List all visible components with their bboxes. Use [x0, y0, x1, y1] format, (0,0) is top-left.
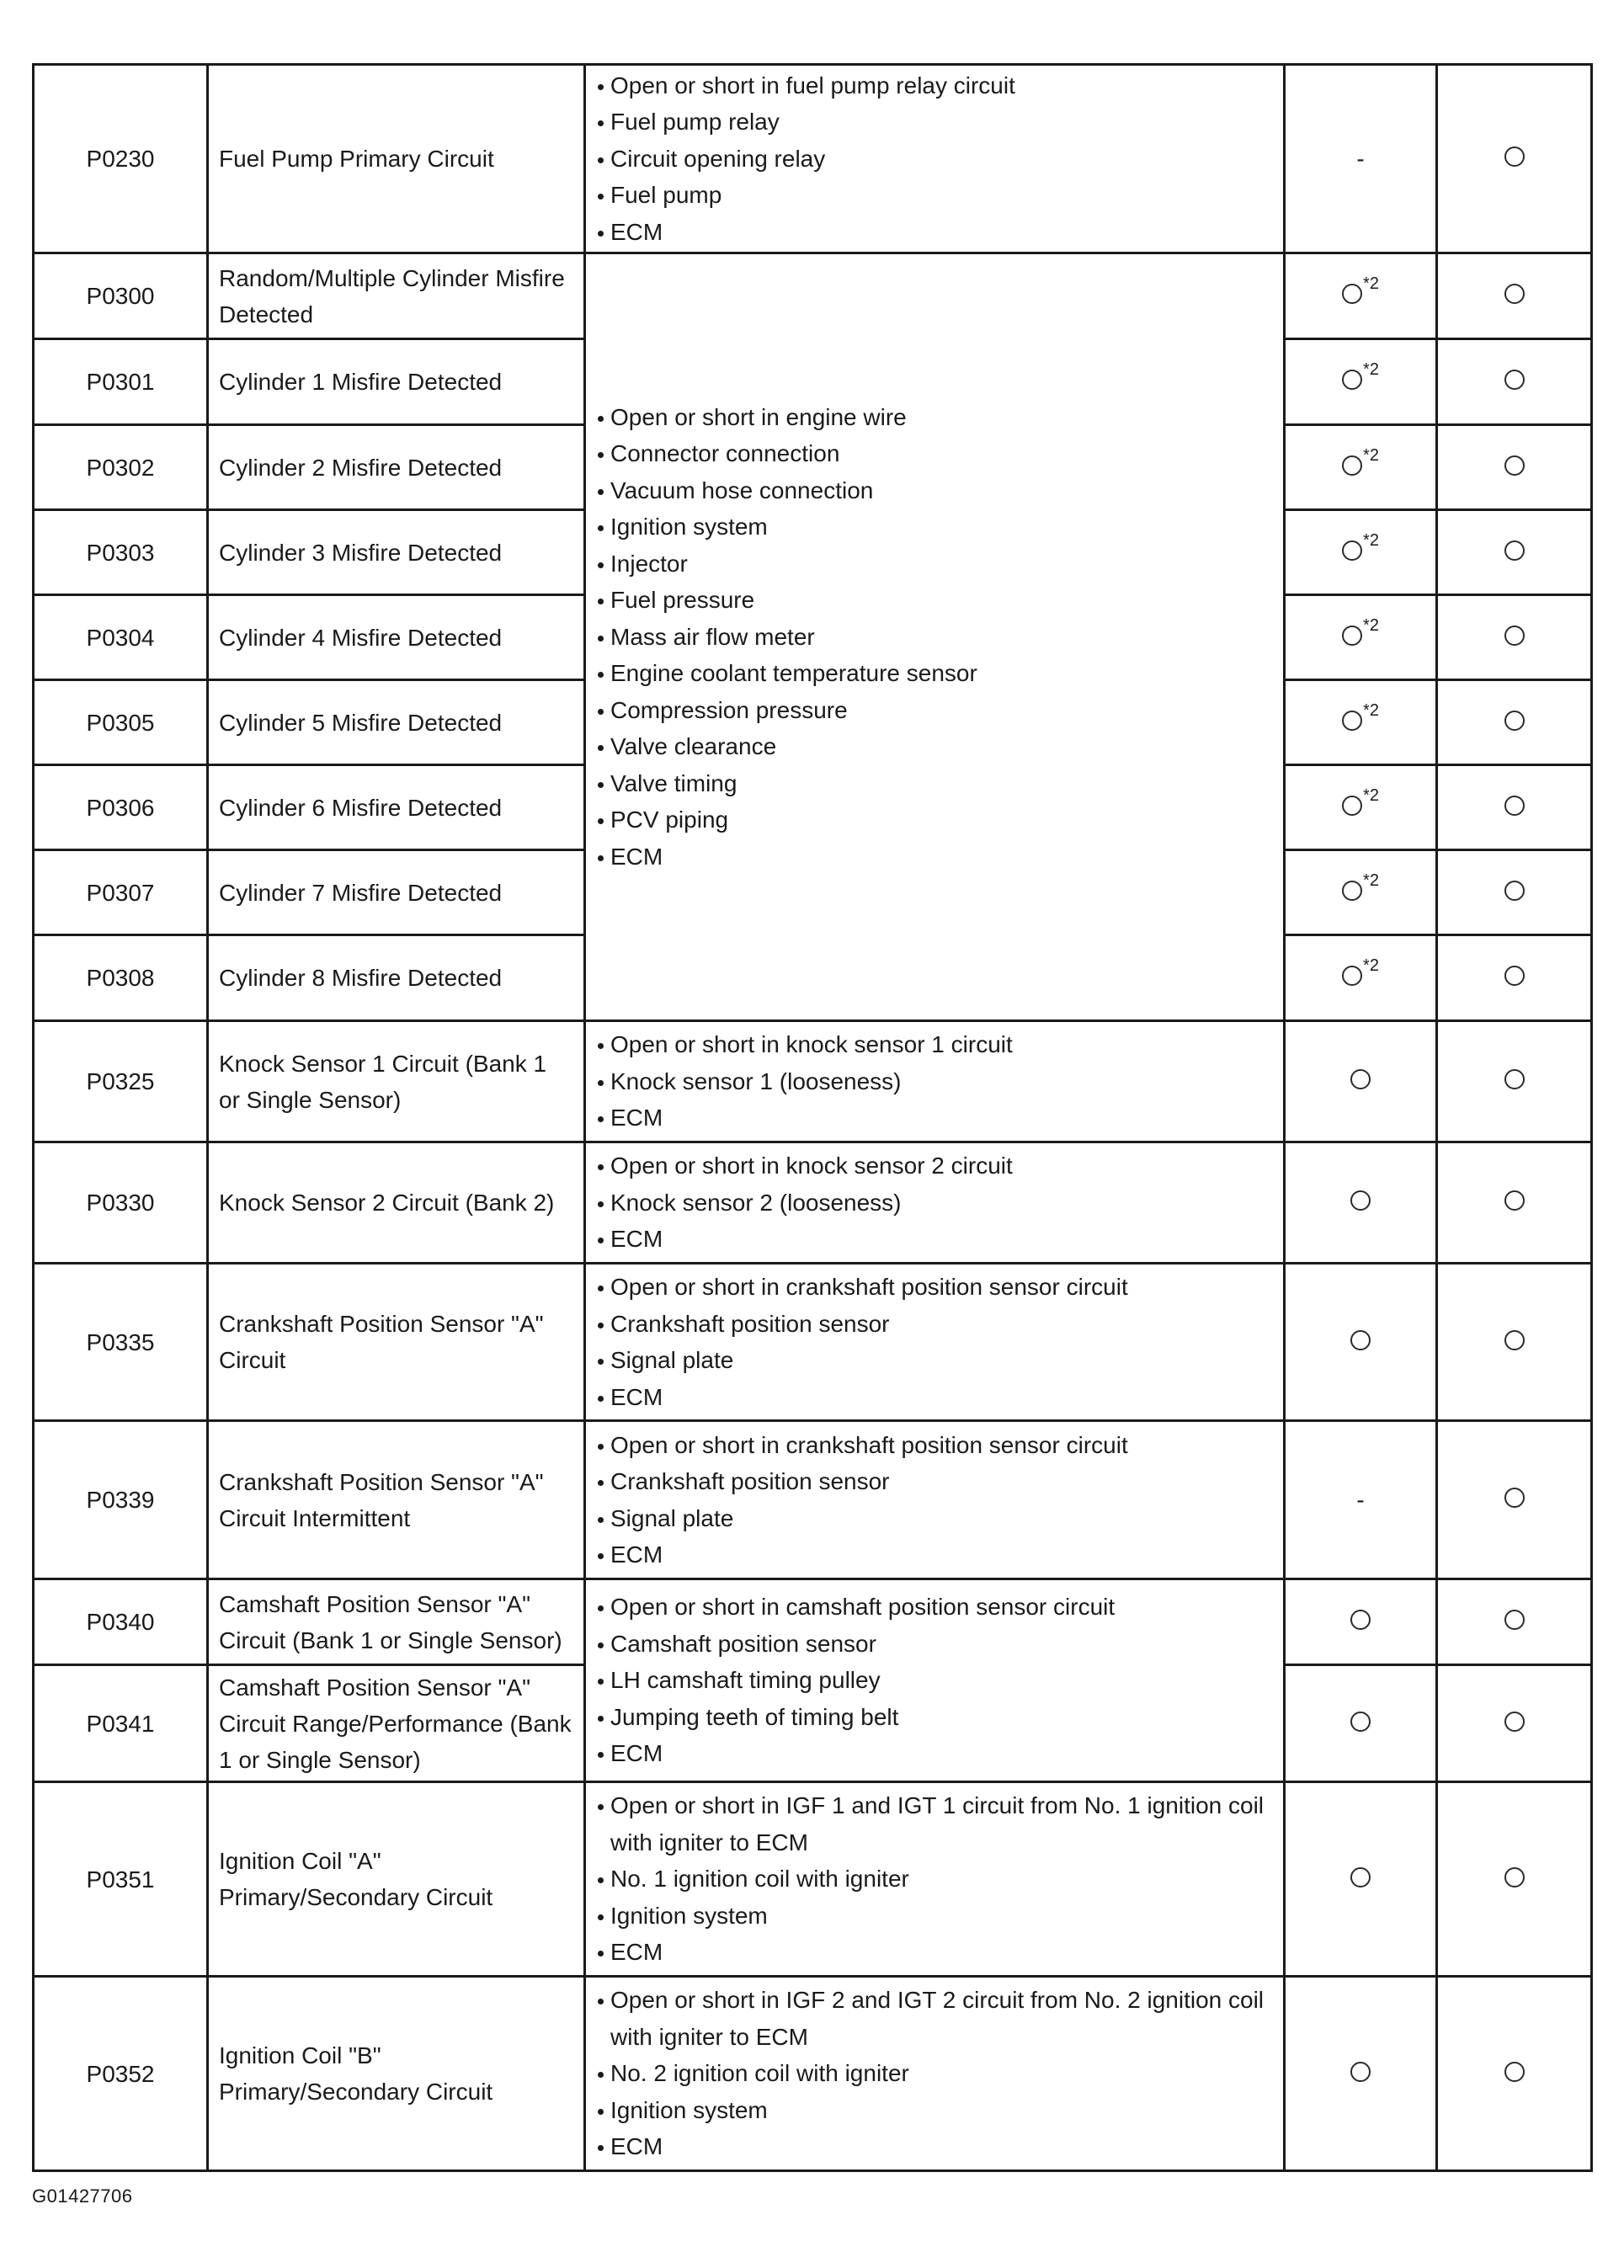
circle-icon — [1504, 540, 1525, 561]
trouble-area-item: Fuel pump relay — [596, 104, 1273, 141]
trouble-area-item: Knock sensor 2 (looseness) — [596, 1185, 1273, 1222]
dtc-code: P0325 — [34, 1021, 208, 1142]
footnote-mark: *2 — [1363, 700, 1379, 720]
dtc-code: P0305 — [34, 680, 208, 765]
dtc-code: P0304 — [34, 595, 208, 680]
trouble-area-list — [596, 1269, 1273, 1415]
mil-cell — [1285, 253, 1437, 339]
mil-cell — [1285, 850, 1437, 935]
circle-icon — [1504, 455, 1525, 476]
dtc-code: P0306 — [34, 765, 208, 850]
trouble-area-item: Jumping teeth of timing belt — [596, 1699, 1273, 1736]
circle-icon — [1342, 626, 1362, 646]
memory-cell — [1437, 1421, 1592, 1579]
circle-icon — [1504, 2062, 1525, 2082]
dtc-code: P0352 — [34, 1977, 208, 2171]
memory-cell — [1437, 935, 1592, 1021]
trouble-area-list — [596, 399, 1273, 876]
table-row — [34, 1977, 1592, 2171]
circle-symbol — [1342, 615, 1379, 646]
circle-icon — [1504, 1190, 1525, 1211]
memory-cell — [1437, 1579, 1592, 1665]
trouble-area-cell — [585, 1421, 1285, 1579]
circle-icon — [1342, 284, 1362, 304]
circle-icon — [1504, 1610, 1525, 1630]
mil-cell — [1285, 510, 1437, 595]
table-row — [34, 253, 1592, 339]
mil-cell — [1285, 425, 1437, 510]
circle-icon — [1350, 1330, 1371, 1350]
trouble-area-item: Injector — [596, 546, 1273, 583]
footnote-mark: *2 — [1363, 445, 1379, 465]
detection-item: Cylinder 4 Misfire Detected — [208, 595, 585, 680]
circle-icon — [1504, 881, 1525, 901]
circle-icon — [1342, 455, 1362, 476]
memory-cell — [1437, 680, 1592, 765]
circle-symbol — [1504, 284, 1525, 304]
mil-cell — [1285, 339, 1437, 425]
trouble-area-item: Fuel pump — [596, 177, 1273, 214]
circle-symbol — [1342, 956, 1379, 986]
circle-symbol — [1504, 1488, 1525, 1508]
circle-symbol — [1504, 1069, 1525, 1089]
dash-symbol: - — [1356, 1487, 1365, 1513]
circle-icon — [1504, 146, 1525, 167]
table-row — [34, 1782, 1592, 1977]
trouble-area-list — [596, 1026, 1273, 1137]
mil-cell — [1285, 65, 1437, 253]
circle-symbol — [1504, 1330, 1525, 1350]
circle-symbol — [1504, 2062, 1525, 2082]
circle-symbol — [1342, 870, 1379, 901]
circle-symbol — [1504, 1712, 1525, 1732]
detection-item: Cylinder 1 Misfire Detected — [208, 339, 585, 425]
dtc-code: P0308 — [34, 935, 208, 1021]
trouble-area-list — [596, 1982, 1273, 2165]
trouble-area-item: ECM — [596, 1379, 1273, 1416]
mil-cell — [1285, 1421, 1437, 1579]
detection-item: Cylinder 3 Misfire Detected — [208, 510, 585, 595]
circle-icon — [1350, 1610, 1371, 1630]
trouble-area-item: Crankshaft position sensor — [596, 1463, 1273, 1500]
memory-cell — [1437, 65, 1592, 253]
detection-item: Cylinder 7 Misfire Detected — [208, 850, 585, 935]
circle-icon — [1342, 540, 1362, 561]
table-row — [34, 1421, 1592, 1579]
circle-symbol — [1504, 1867, 1525, 1887]
circle-symbol — [1504, 455, 1525, 476]
footnote-mark: *2 — [1363, 530, 1379, 550]
dtc-code: P0307 — [34, 850, 208, 935]
dtc-code: P0351 — [34, 1782, 208, 1977]
memory-cell — [1437, 339, 1592, 425]
memory-cell — [1437, 595, 1592, 680]
footnote-mark: *2 — [1363, 785, 1379, 805]
trouble-area-item: ECM — [596, 214, 1273, 251]
trouble-area-cell — [585, 1142, 1285, 1264]
memory-cell — [1437, 253, 1592, 339]
circle-symbol — [1342, 360, 1379, 390]
detection-item: Camshaft Position Sensor "A" Circuit (Bank 1 or Single Sensor) — [208, 1579, 585, 1665]
trouble-area-item: Connector connection — [596, 435, 1273, 472]
dtc-code: P0303 — [34, 510, 208, 595]
circle-icon — [1504, 1712, 1525, 1732]
detection-item: Random/Multiple Cylinder Misfire Detected — [208, 253, 585, 339]
memory-cell — [1437, 425, 1592, 510]
circle-symbol — [1504, 711, 1525, 731]
trouble-area-item: Open or short in fuel pump relay circuit — [596, 67, 1273, 104]
dtc-code: P0300 — [34, 253, 208, 339]
table-row — [34, 1579, 1592, 1665]
circle-symbol — [1350, 1330, 1371, 1350]
circle-icon — [1342, 711, 1362, 731]
dtc-code: P0341 — [34, 1665, 208, 1782]
circle-icon — [1504, 1867, 1525, 1887]
mil-cell — [1285, 595, 1437, 680]
trouble-area-item: LH camshaft timing pulley — [596, 1662, 1273, 1699]
trouble-area-item: Ignition system — [596, 508, 1273, 546]
dash-symbol: - — [1356, 146, 1365, 172]
circle-symbol — [1350, 1610, 1371, 1630]
mil-cell — [1285, 1665, 1437, 1782]
circle-icon — [1504, 1069, 1525, 1089]
detection-item: Crankshaft Position Sensor "A" Circuit — [208, 1264, 585, 1421]
trouble-area-list — [596, 67, 1273, 251]
footnote-mark: *2 — [1363, 274, 1379, 293]
circle-icon — [1504, 1330, 1525, 1350]
mil-cell — [1285, 765, 1437, 850]
footnote-mark: *2 — [1363, 870, 1379, 890]
trouble-area-list — [596, 1147, 1273, 1258]
mil-cell — [1285, 1264, 1437, 1421]
dtc-code: P0330 — [34, 1142, 208, 1264]
trouble-area-item: PCV piping — [596, 801, 1273, 839]
trouble-area-item: ECM — [596, 2128, 1273, 2165]
detection-item: Ignition Coil "B" Primary/Secondary Circuit — [208, 1977, 585, 2171]
trouble-area-item: ECM — [596, 1099, 1273, 1137]
circle-icon — [1504, 711, 1525, 731]
dtc-table — [32, 63, 1593, 2172]
table-row — [34, 1021, 1592, 1142]
memory-cell — [1437, 1782, 1592, 1977]
circle-symbol — [1504, 1190, 1525, 1211]
detection-item: Knock Sensor 2 Circuit (Bank 2) — [208, 1142, 585, 1264]
dtc-code: P0340 — [34, 1579, 208, 1665]
trouble-area-cell — [585, 1782, 1285, 1977]
trouble-area-item: Valve timing — [596, 765, 1273, 802]
circle-symbol — [1504, 370, 1525, 390]
detection-item: Cylinder 5 Misfire Detected — [208, 680, 585, 765]
detection-item: Crankshaft Position Sensor "A" Circuit Intermittent — [208, 1421, 585, 1579]
circle-symbol — [1350, 1069, 1371, 1089]
memory-cell — [1437, 1264, 1592, 1421]
dtc-code: P0230 — [34, 65, 208, 253]
dtc-code: P0301 — [34, 339, 208, 425]
trouble-area-item: Ignition system — [596, 2092, 1273, 2129]
circle-symbol — [1342, 785, 1379, 816]
trouble-area-item: No. 1 ignition coil with igniter — [596, 1861, 1273, 1898]
memory-cell — [1437, 850, 1592, 935]
trouble-area-cell — [585, 65, 1285, 253]
detection-item: Camshaft Position Sensor "A" Circuit Range/Performance (Bank 1 or Single Sensor) — [208, 1665, 585, 1782]
trouble-area-item: Signal plate — [596, 1342, 1273, 1379]
detection-item: Cylinder 8 Misfire Detected — [208, 935, 585, 1021]
trouble-area-list — [596, 1427, 1273, 1573]
trouble-area-item: Valve clearance — [596, 728, 1273, 765]
memory-cell — [1437, 1142, 1592, 1264]
misfire-trouble-area-cell — [585, 253, 1285, 1021]
dtc-code: P0339 — [34, 1421, 208, 1579]
mil-cell — [1285, 1782, 1437, 1977]
trouble-area-list — [596, 1787, 1273, 1971]
trouble-area-cell — [585, 1264, 1285, 1421]
circle-symbol — [1504, 540, 1525, 561]
circle-symbol — [1504, 881, 1525, 901]
circle-icon — [1504, 796, 1525, 816]
mil-cell — [1285, 680, 1437, 765]
circle-symbol — [1342, 700, 1379, 731]
trouble-area-item: Knock sensor 1 (looseness) — [596, 1063, 1273, 1100]
circle-symbol — [1342, 274, 1379, 304]
detection-item: Ignition Coil "A" Primary/Secondary Circuit — [208, 1782, 585, 1977]
detection-item: Cylinder 6 Misfire Detected — [208, 765, 585, 850]
circle-symbol — [1504, 796, 1525, 816]
circle-icon — [1350, 1712, 1371, 1732]
circle-icon — [1504, 370, 1525, 390]
circle-icon — [1342, 370, 1362, 390]
trouble-area-item: Open or short in IGF 2 and IGT 2 circuit from No. 2 ignition coil with igniter to ECM — [596, 1982, 1273, 2055]
detection-item: Knock Sensor 1 Circuit (Bank 1 or Single Sensor) — [208, 1021, 585, 1142]
circle-icon — [1504, 284, 1525, 304]
trouble-area-item: Open or short in crankshaft position sensor circuit — [596, 1269, 1273, 1306]
circle-symbol — [1504, 966, 1525, 986]
circle-symbol — [1504, 146, 1525, 167]
footnote-mark: *2 — [1363, 956, 1379, 975]
table-row — [34, 1142, 1592, 1264]
trouble-area-item: Open or short in engine wire — [596, 399, 1273, 436]
figure-id: G01427706 — [32, 2185, 133, 2207]
circle-symbol — [1350, 1190, 1371, 1211]
trouble-area-item: ECM — [596, 1934, 1273, 1971]
trouble-area-item: Signal plate — [596, 1500, 1273, 1537]
trouble-area-item: Vacuum hose connection — [596, 472, 1273, 509]
camshaft-trouble-area-cell — [585, 1579, 1285, 1782]
trouble-area-item: Mass air flow meter — [596, 619, 1273, 656]
circle-symbol — [1350, 1867, 1371, 1887]
trouble-area-item: Circuit opening relay — [596, 141, 1273, 178]
trouble-area-item: Fuel pressure — [596, 582, 1273, 619]
circle-symbol — [1350, 1712, 1371, 1732]
trouble-area-item: No. 2 ignition coil with igniter — [596, 2055, 1273, 2092]
memory-cell — [1437, 765, 1592, 850]
mil-cell — [1285, 1021, 1437, 1142]
circle-symbol — [1342, 530, 1379, 561]
trouble-area-cell — [585, 1977, 1285, 2171]
trouble-area-item: Engine coolant temperature sensor — [596, 655, 1273, 692]
detection-item: Cylinder 2 Misfire Detected — [208, 425, 585, 510]
circle-icon — [1350, 1190, 1371, 1211]
trouble-area-item: ECM — [596, 1735, 1273, 1772]
trouble-area-list — [596, 1589, 1273, 1772]
circle-icon — [1350, 1867, 1371, 1887]
trouble-area-item: Ignition system — [596, 1898, 1273, 1935]
trouble-area-cell — [585, 1021, 1285, 1142]
circle-symbol — [1504, 626, 1525, 646]
circle-icon — [1350, 2062, 1371, 2082]
circle-symbol — [1342, 445, 1379, 476]
footnote-mark: *2 — [1363, 360, 1379, 379]
trouble-area-item: Open or short in knock sensor 2 circuit — [596, 1147, 1273, 1185]
trouble-area-item: Open or short in IGF 1 and IGT 1 circuit from No. 1 ignition coil with igniter to ECM — [596, 1787, 1273, 1861]
memory-cell — [1437, 510, 1592, 595]
circle-icon — [1342, 966, 1362, 986]
mil-cell — [1285, 1977, 1437, 2171]
footnote-mark: *2 — [1363, 615, 1379, 635]
circle-icon — [1350, 1069, 1371, 1089]
memory-cell — [1437, 1665, 1592, 1782]
mil-cell — [1285, 935, 1437, 1021]
circle-symbol — [1504, 1610, 1525, 1630]
memory-cell — [1437, 1021, 1592, 1142]
table-row — [34, 1264, 1592, 1421]
dtc-code: P0302 — [34, 425, 208, 510]
detection-item: Fuel Pump Primary Circuit — [208, 65, 585, 253]
circle-icon — [1504, 1488, 1525, 1508]
trouble-area-item: ECM — [596, 839, 1273, 876]
trouble-area-item: Open or short in crankshaft position sensor circuit — [596, 1427, 1273, 1464]
trouble-area-item: Compression pressure — [596, 692, 1273, 729]
trouble-area-item: Crankshaft position sensor — [596, 1306, 1273, 1343]
table-row — [34, 65, 1592, 253]
circle-icon — [1504, 966, 1525, 986]
trouble-area-item: ECM — [596, 1536, 1273, 1573]
memory-cell — [1437, 1977, 1592, 2171]
trouble-area-item: Open or short in knock sensor 1 circuit — [596, 1026, 1273, 1063]
trouble-area-item: Camshaft position sensor — [596, 1626, 1273, 1663]
mil-cell — [1285, 1579, 1437, 1665]
dtc-code: P0335 — [34, 1264, 208, 1421]
circle-icon — [1342, 881, 1362, 901]
trouble-area-item: Open or short in camshaft position sensor circuit — [596, 1589, 1273, 1626]
circle-icon — [1342, 796, 1362, 816]
circle-icon — [1504, 626, 1525, 646]
mil-cell — [1285, 1142, 1437, 1264]
trouble-area-item: ECM — [596, 1221, 1273, 1258]
circle-symbol — [1350, 2062, 1371, 2082]
